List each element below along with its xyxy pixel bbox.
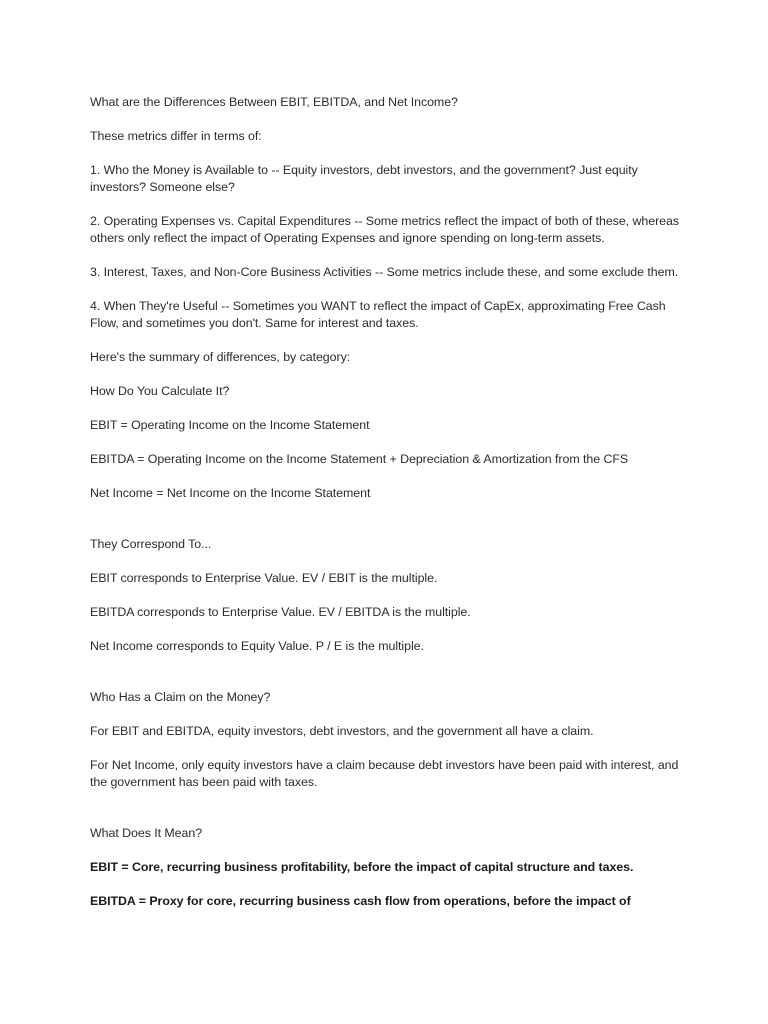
claim-net-income: For Net Income, only equity investors have a claim because debt investors have been paid with interest, and the government has been paid with taxes. — [90, 758, 679, 789]
section-heading-meaning: What Does It Mean? — [90, 826, 203, 840]
point-2: 2. Operating Expenses vs. Capital Expenditures -- Some metrics reflect the impact of both of these, whereas others only reflect the impact of Operating Expenses and ignore spending on long-term assets. — [90, 214, 679, 245]
document-title: What are the Differences Between EBIT, EBITDA, and Net Income? — [90, 95, 458, 109]
point-4: 4. When They're Useful -- Sometimes you WANT to reflect the impact of CapEx, approximating Free Cash Flow, and sometimes you don't. Same for interest and taxes. — [90, 299, 666, 330]
calc-ebitda: EBITDA = Operating Income on the Income Statement + Depreciation & Amortization from the CFS — [90, 452, 629, 466]
section-heading-claim: Who Has a Claim on the Money? — [90, 690, 271, 704]
correspond-net-income: Net Income corresponds to Equity Value. P / E is the multiple. — [90, 639, 424, 653]
point-3: 3. Interest, Taxes, and Non-Core Business Activities -- Some metrics include these, and some exclude them. — [90, 265, 679, 279]
calc-net-income: Net Income = Net Income on the Income Statement — [90, 486, 371, 500]
intro-text: These metrics differ in terms of: — [90, 129, 262, 143]
summary-intro: Here's the summary of differences, by category: — [90, 350, 351, 364]
meaning-ebitda: EBITDA = Proxy for core, recurring business cash flow from operations, before the impact of — [90, 894, 631, 908]
meaning-ebit: EBIT = Core, recurring business profitability, before the impact of capital structure and taxes. — [90, 860, 634, 874]
calc-ebit: EBIT = Operating Income on the Income Statement — [90, 418, 370, 432]
document-body — [90, 94, 680, 910]
correspond-ebit: EBIT corresponds to Enterprise Value. EV / EBIT is the multiple. — [90, 571, 438, 585]
correspond-ebitda: EBITDA corresponds to Enterprise Value. EV / EBITDA is the multiple. — [90, 605, 471, 619]
section-heading-calculate: How Do You Calculate It? — [90, 384, 230, 398]
point-1: 1. Who the Money is Available to -- Equity investors, debt investors, and the government? Just equity investors? Someone else? — [90, 163, 638, 194]
section-heading-correspond: They Correspond To... — [90, 537, 212, 551]
claim-ebit-ebitda: For EBIT and EBITDA, equity investors, debt investors, and the government all have a claim. — [90, 724, 594, 738]
